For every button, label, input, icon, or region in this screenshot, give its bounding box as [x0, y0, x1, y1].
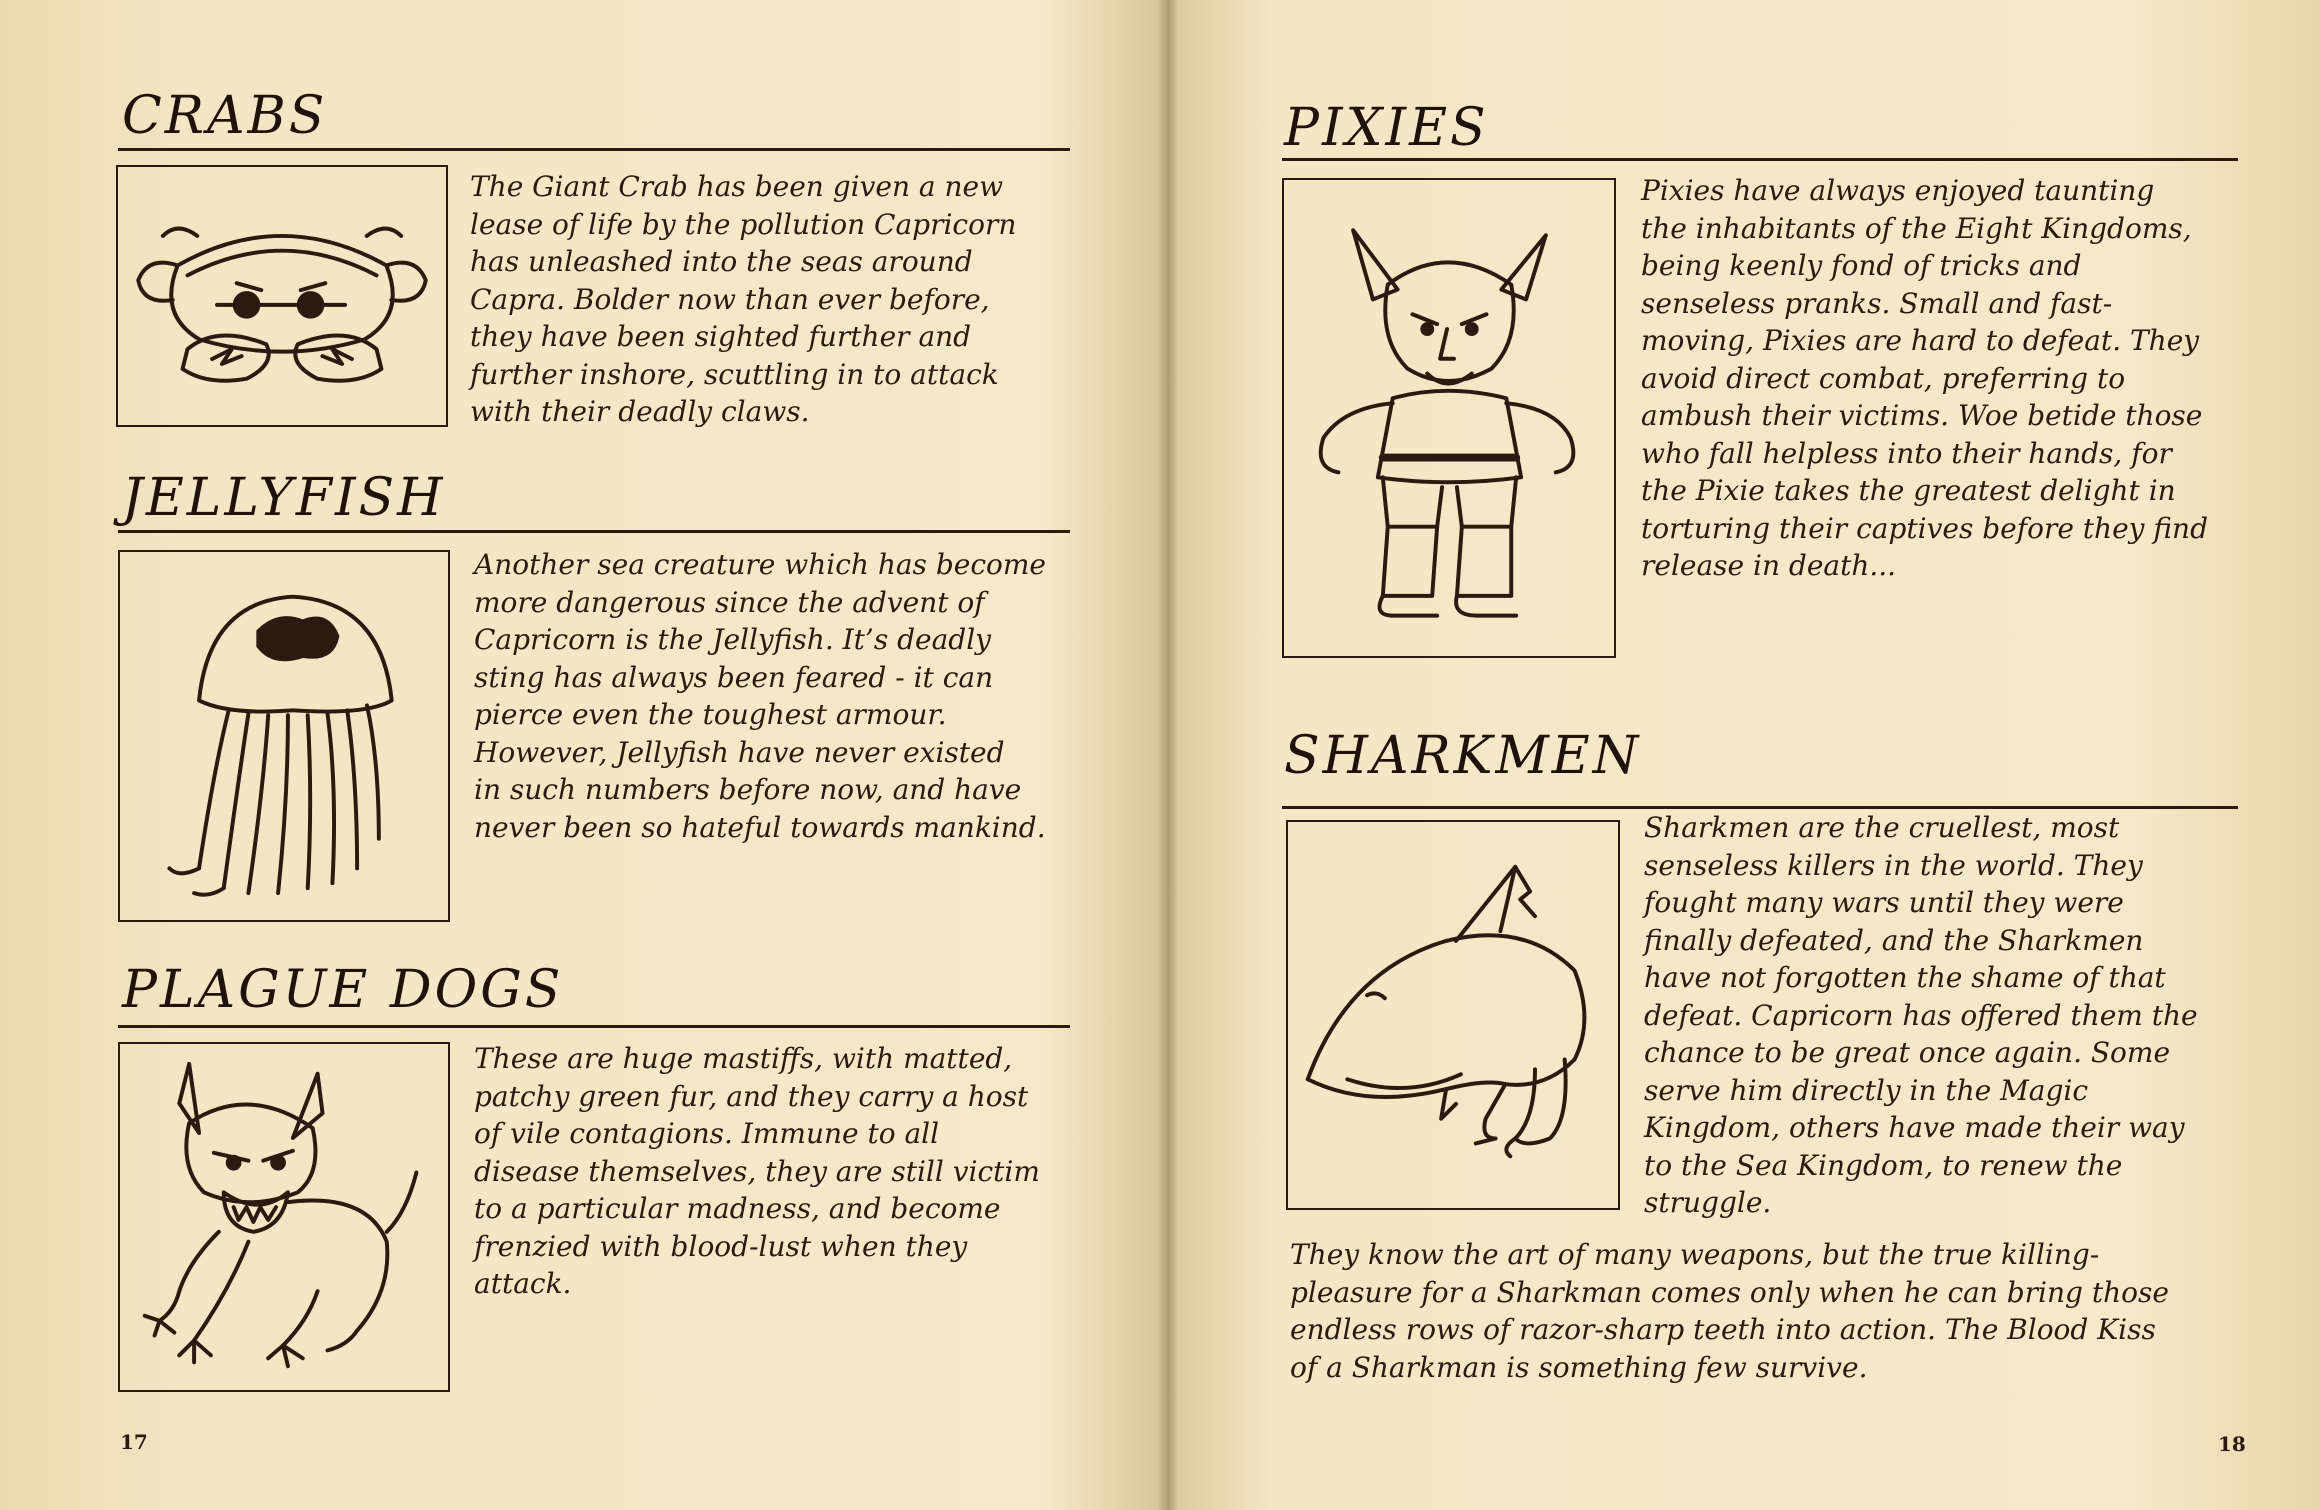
pixie-illustration-frame — [1282, 178, 1616, 658]
pixies-heading: PIXIES — [1284, 98, 1489, 158]
plague-dog-illustration-frame — [118, 1042, 450, 1392]
page-number-left: 17 — [120, 1430, 148, 1454]
jellyfish-icon — [120, 552, 448, 920]
sharkman-icon — [1288, 822, 1618, 1208]
page-gutter — [1158, 0, 1178, 1510]
plague-dog-icon — [120, 1044, 448, 1390]
jellyfish-heading: JELLYFISH — [122, 468, 446, 528]
plague-dogs-rule — [118, 1025, 1070, 1028]
crabs-rule — [118, 148, 1070, 151]
crabs-description: The Giant Crab has been given a new lease of life by the pollution Capricorn has unleashed into the seas around Capra. Bolder now than ever before, they have been sighted further and further inshore, scuttling in to attack with their deadly claws. — [470, 170, 1017, 428]
page-number-right: 18 — [2218, 1432, 2246, 1456]
sharkmen-description-continued: They know the art of many weapons, but the true killing- pleasure for a Sharkman comes only when he can bring those endless rows of razor-sharp teeth into action. The Blood Kiss of a Sharkman is something few survive. — [1290, 1238, 2169, 1384]
pixie-icon — [1284, 180, 1614, 656]
crab-icon — [118, 167, 446, 425]
sharkmen-heading: SHARKMEN — [1284, 726, 1642, 786]
pixies-description: Pixies have always enjoyed taunting the inhabitants of the Eight Kingdoms, being keenly fond of tricks and senseless pranks. Small and fast- moving, Pixies are hard to defeat. They avoid direct combat, preferring to ambush their victims. Woe betide those who fall helpless into their hands, for the Pixie takes the greatest delight in torturing their captives before they find release in death... — [1641, 174, 2209, 582]
pixies-rule — [1282, 158, 2238, 161]
sharkmen-description: Sharkmen are the cruellest, most senseless killers in the world. They fought many wars until they were finally defeated, and the Sharkmen have not forgotten the shame of that defeat. Capricorn has offered them the chance to be great once again. Some serve him directly in the Magic Kingdom, others have made their way to the Sea Kingdom, to renew the struggle. — [1644, 811, 2198, 1219]
plague-dogs-heading: PLAGUE DOGS — [122, 960, 564, 1020]
jellyfish-illustration-frame — [118, 550, 450, 922]
sharkman-illustration-frame — [1286, 820, 1620, 1210]
crab-illustration-frame — [116, 165, 448, 427]
jellyfish-rule — [118, 530, 1070, 533]
right-page — [1178, 0, 2320, 1510]
jellyfish-description: Another sea creature which has become more dangerous since the advent of Capricorn is the Jellyfish. It’s deadly sting has always been feared - it can pierce even the toughest armour. However, Jellyfish have never existed in such numbers before now, and have never been so hateful towards mankind. — [474, 548, 1046, 844]
plague-dogs-description: These are huge mastiffs, with matted, patchy green fur, and they carry a host of vile contagions. Immune to all disease themselves, they are still victim to a particular madness, and become frenzied with blood-lust when they attack. — [474, 1042, 1040, 1300]
crabs-heading: CRABS — [122, 86, 328, 146]
